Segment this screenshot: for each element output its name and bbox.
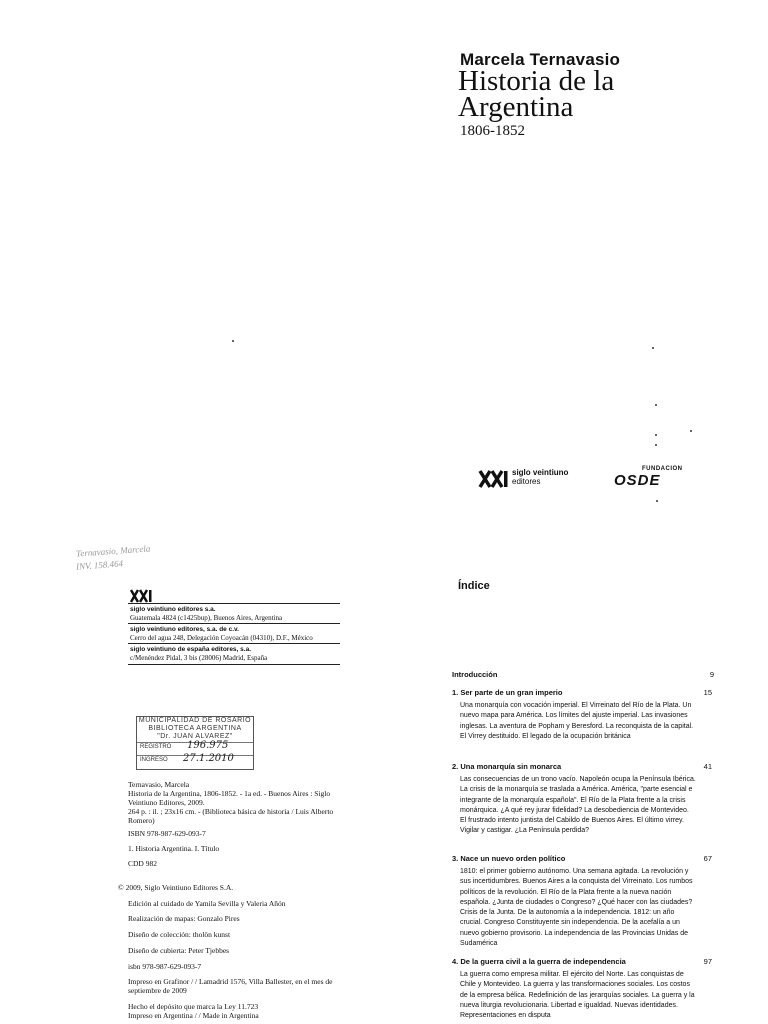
imprint-publisher: siglo veintiuno editores, s.a. de c.v. bbox=[130, 626, 239, 633]
chapter-title: 1. Ser parte de un gran imperio bbox=[452, 688, 563, 697]
siglo-veintiuno-logo-icon bbox=[478, 468, 510, 490]
imprint-publisher: siglo veintiuno editores s.a. bbox=[130, 606, 216, 613]
book-years: 1806-1852 bbox=[460, 123, 525, 139]
cip-body: Historia de la Argentina, 1806-1852. - 1a ed. - Buenos Aires : Siglo Veintiuno Editores, 2009. bbox=[128, 789, 331, 807]
imprint-address: Cerro del agua 248, Delegación Coyoacán (04310), D.F., México bbox=[130, 634, 313, 642]
imprint-line bbox=[130, 646, 267, 662]
chapter-page: 41 bbox=[703, 762, 712, 771]
library-stamp bbox=[136, 716, 254, 770]
scan-speck bbox=[656, 500, 658, 502]
book-author: Marcela Ternavasio bbox=[460, 50, 621, 69]
stamp-line: BIBLIOTECA ARGENTINA bbox=[148, 725, 242, 732]
index-chapter bbox=[452, 854, 712, 949]
credit-line: Impreso en Argentina / / Made in Argentina bbox=[128, 1011, 259, 1020]
cip-subject: 1. Historia Argentina. I. Título bbox=[128, 844, 220, 853]
publisher-name-text: siglo veintiuno bbox=[512, 468, 569, 477]
index-intro-page: 9 bbox=[709, 670, 714, 679]
chapter-heading bbox=[452, 957, 712, 967]
chapter-description: 1810: el primer gobierno autónomo. Una semana agitada. La revolución y sus incertidumbres. Buenos Aires a la conquista del Virreinato. Los rumbos políticos de la revolución. El Río de la Plata frente a la nueva nación española. ¿Junta de ciudades o Congreso? ¿Qué hacer con las ciudades? Crisis de la Junta. De la autonomía a la independencia. 1812: un año crucial. Congreso Constituyente sin independencia. De la acefalía a un nuevo gobierno provisorio. La independencia de las Provincias Unidas de Sudamérica bbox=[460, 868, 693, 948]
stamp-registro-label: REGISTRO bbox=[140, 744, 172, 750]
sponsor-word: OSDE bbox=[614, 472, 661, 489]
scan-speck bbox=[655, 444, 657, 446]
index-chapter bbox=[452, 762, 712, 837]
scan-speck bbox=[232, 340, 234, 342]
handwritten-note: Ternavasio, Marcela bbox=[75, 543, 151, 559]
chapter-description: Una monarquía con vocación imperial. El Virreinato del Río de la Plata. Un nuevo mapa para América. Los límites del ajuste imperial. Las invasiones inglesas. La aventura de Popham y Beresford. La reconquista de la capital. El Virrey destituido. El legado de la ocupación británica bbox=[460, 702, 694, 740]
stamp-line: "Dr. JUAN ALVAREZ" bbox=[157, 733, 233, 740]
credit-line: Diseño de cubierta: Peter Tjebbes bbox=[128, 946, 230, 955]
chapter-description: Las consecuencias de un trono vacío. Napoleón ocupa la Península Ibérica. La crisis de la monarquía se traslada a América. América, "parte esencial e integrante de la monarquía española". El Río de la Plata frente a la crisis monárquica. ¿A qué rey jurar fidelidad? La desobediencia de Montevideo. El frustrado intento juntista del Cabildo de Buenos Aires. El último virrey. Vigilar y castigar. ¿La Península perdida? bbox=[460, 776, 696, 835]
publisher-sub: editores bbox=[512, 477, 541, 486]
scan-speck bbox=[655, 404, 657, 406]
credit-line: isbn 978-987-629-093-7 bbox=[128, 962, 202, 971]
credit-line: Realización de mapas: Gonzalo Pires bbox=[128, 914, 240, 923]
chapter-heading bbox=[452, 688, 712, 698]
credit-line: Hecho el depósito que marca la Ley 11.723 bbox=[128, 1002, 259, 1011]
scan-speck bbox=[690, 430, 692, 432]
xxi-small-logo-icon bbox=[130, 589, 156, 603]
stamp-ingreso-value: 27.1.2010 bbox=[183, 753, 234, 764]
publisher-name bbox=[512, 468, 568, 486]
imprint-rule bbox=[128, 603, 340, 604]
scan-speck bbox=[652, 347, 654, 349]
stamp-ingreso-label: INGRESO bbox=[140, 757, 168, 763]
chapter-heading bbox=[452, 854, 712, 864]
imprint-line bbox=[130, 626, 313, 642]
fundacion-osde-logo bbox=[614, 466, 683, 490]
imprint-address: Guatemala 4824 (c1425bup), Buenos Aires, Argentina bbox=[130, 614, 283, 622]
chapter-page: 67 bbox=[703, 854, 712, 863]
chapter-page: 97 bbox=[703, 957, 712, 966]
chapter-title: 3. Nace un nuevo orden político bbox=[452, 854, 566, 863]
imprint-address: c/Menéndez Pidal, 3 bis (28006) Madrid, España bbox=[130, 654, 268, 662]
index-chapter bbox=[452, 957, 712, 1021]
stamp-registro-value: 196.975 bbox=[187, 740, 229, 751]
credit-line: Impreso en Grafinor / / Lamadrid 1576, Villa Ballester, en el mes de septiembre de 2009 bbox=[128, 977, 333, 995]
handwritten-inventory: INV. 158.464 bbox=[75, 558, 124, 572]
cip-entry: Ternavasio, Marcela bbox=[128, 780, 190, 789]
index-intro-label: Introducción bbox=[452, 670, 498, 679]
imprint-publisher: siglo veintiuno de españa editores, s.a. bbox=[130, 646, 252, 653]
book-title-line-1: Historia de la bbox=[458, 65, 615, 97]
credit-line: © 2009, Siglo Veintiuno Editores S.A. bbox=[118, 883, 234, 892]
imprint-line bbox=[130, 606, 282, 622]
cip-cdd: CDD 982 bbox=[128, 859, 157, 868]
imprint-rule bbox=[128, 664, 340, 665]
imprint-rule bbox=[128, 643, 340, 644]
chapter-title: 2. Una monarquía sin monarca bbox=[452, 762, 562, 771]
chapter-description: La guerra como empresa militar. El ejército del Norte. Las conquistas de Chile y Montevideo. La guerra y las transformaciones sociales. Los costos de la empresa bélica. Redefinición de las jerarquías sociales. La guerra y la nueva liturgia revolucionaria. Libertad e igualdad. Nuevas identidades. Representaciones en disputa bbox=[460, 971, 695, 1020]
credit-line: Edición al cuidado de Yamila Sevilla y Valeria Añón bbox=[128, 899, 286, 908]
cip-physical: 264 p. : il. ; 23x16 cm. - (Biblioteca básica de historia / Luis Alberto Romero) bbox=[128, 807, 334, 825]
index-title: Índice bbox=[458, 580, 490, 592]
imprint-rule bbox=[128, 623, 340, 624]
index-chapter bbox=[452, 688, 712, 742]
credit-line: Diseño de colección: tholön kunst bbox=[128, 930, 231, 939]
chapter-page: 15 bbox=[703, 688, 712, 697]
cip-isbn: ISBN 978-987-629-093-7 bbox=[128, 829, 206, 838]
book-title-line-2: Argentina bbox=[458, 91, 574, 123]
chapter-heading bbox=[452, 762, 712, 772]
sponsor-top-text: FUNDACION bbox=[642, 466, 683, 472]
stamp-line: MUNICIPALIDAD DE ROSARIO bbox=[138, 717, 252, 724]
chapter-title: 4. De la guerra civil a la guerra de independencia bbox=[452, 957, 626, 966]
scan-speck bbox=[655, 434, 657, 436]
